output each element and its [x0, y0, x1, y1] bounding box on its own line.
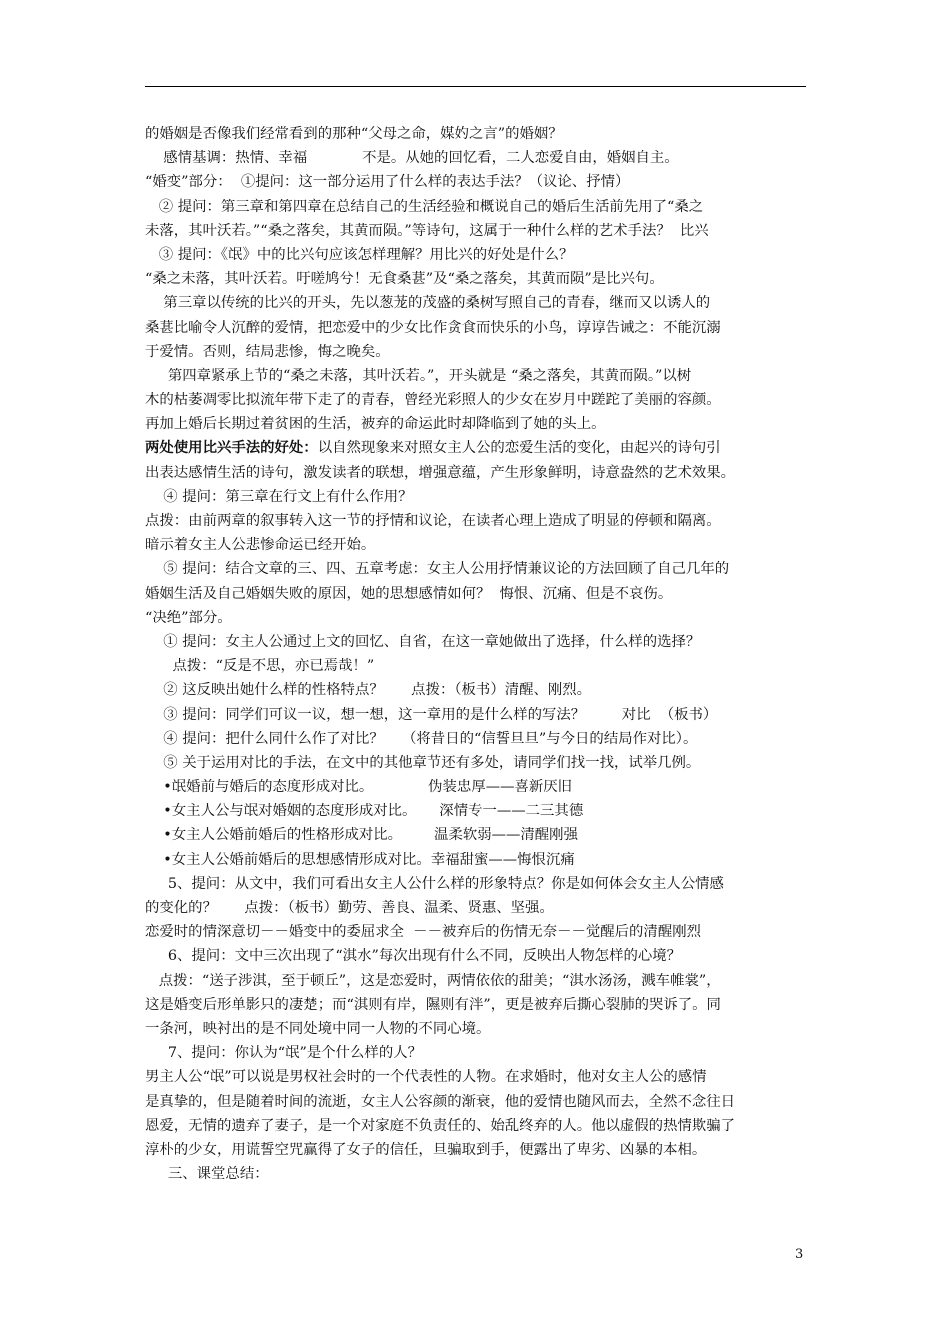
text-line: 男主人公“氓”可以说是男权社会时的一个代表性的人物。在求婚时，他对女主人公的感情 — [145, 1069, 707, 1086]
header-rule — [145, 86, 806, 87]
text-line: 是真挚的，但是随着时间的流逝，女主人公容颜的渐衰，他的爱情也随风而去，全然不念往日 — [145, 1093, 736, 1110]
text-line: •女主人公与氓对婚姻的态度形成对比。 深情专一——二三其德 — [145, 803, 584, 820]
text-line: 的婚姻是否像我们经常看到的那种“父母之命，媒妁之言”的婚姻？ — [145, 126, 563, 142]
text-line: •女主人公婚前婚后的性格形成对比。 温柔软弱——清醒刚强 — [145, 827, 578, 844]
text-line: ⑤ 提问：结合文章的三、四、五章考虑：女主人公用抒情兼议论的方法回顾了自己几年的 — [145, 561, 730, 578]
text-line: 再加上婚后长期过着贫困的生活，被弃的命运此时却降临到了她的头上。 — [145, 416, 606, 433]
text-line: 点拨：“送子涉淇，至于顿丘”，这是恋爱时，两情依依的甜美；“淇水汤汤，溅车帷裳”， — [145, 972, 721, 989]
text-line: ③ 提问：同学们可议一议，想一想，这一章用的是什么样的写法？ 对比 （板书） — [145, 706, 718, 723]
text-line: 6、提问：文中三次出现了“淇水”每次出现有什么不同，反映出人物怎样的心境？ — [145, 948, 682, 965]
text-line: 一条河，映衬出的是不同处境中同一人物的不同心境。 — [145, 1020, 491, 1037]
text-line: 于爱情。否则，结局悲惨，悔之晚矣。 — [145, 343, 390, 360]
text-line: 未落，其叶沃若。”“桑之落矣，其黄而陨。”等诗句，这属于一种什么样的艺术手法？ 比兴 — [145, 222, 709, 239]
line-text: 以自然现象来对照女主人公的恋爱生活的变化，由起兴的诗句引 — [317, 440, 721, 457]
text-line: ④ 提问：把什么同什么作了对比？ （将昔日的“信誓旦旦”与今日的结局作对比）。 — [145, 730, 698, 747]
text-line: 暗示着女主人公悲惨命运已经开始。 — [145, 537, 376, 554]
text-line: 的变化的？ 点拨：（板书）勤劳、善良、温柔、贤惠、坚强。 — [145, 900, 554, 916]
text-line: 点拨：“反是不思，亦已焉哉！” — [145, 658, 375, 675]
text-line: ⑤ 关于运用对比的手法，在文中的其他章节还有多处，请同学们找一找，试举几例。 — [145, 754, 701, 771]
text-line: 感情基调：热情、幸福 不是。从她的回忆看，二人恋爱自由，婚姻自主。 — [145, 150, 679, 167]
text-line: 第四章紧承上节的“桑之未落，其叶沃若。”，开头就是 “桑之落矣，其黄而陨。”以树 — [145, 367, 692, 384]
text-line: 三、课堂总结： — [145, 1166, 269, 1183]
text-line: 婚姻生活及自己婚姻失败的原因，她的思想感情如何？ 悔恨、沉痛、但是不哀伤。 — [145, 585, 673, 602]
text-line: “婚变”部分： ①提问：这一部分运用了什么样的表达手法？（议论、抒情） — [145, 174, 630, 191]
text-line: 7、提问：你认为“氓”是个什么样的人？ — [145, 1045, 422, 1062]
page-number: 3 — [795, 1247, 804, 1262]
text-line: 恩爱，无情的遗弃了妻子，是一个对家庭不负责任的、始乱终弃的人。他以虚假的热情欺骗了 — [145, 1117, 736, 1134]
text-line — [145, 436, 815, 460]
text-line: 淳朴的少女，用谎誓空咒赢得了女子的信任，旦骗取到手，便露出了卑劣、凶暴的本相。 — [145, 1141, 707, 1158]
text-line: ③ 提问：《氓》中的比兴句应该怎样理解？用比兴的好处是什么？ — [145, 246, 574, 263]
text-line: 点拨：由前两章的叙事转入这一节的抒情和议论，在读者心理上造成了明显的停顿和隔离。 — [145, 513, 721, 529]
document-body — [145, 122, 815, 1186]
text-line: 桑葚比喻令人沉醉的爱情，把恋爱中的少女比作贪食而快乐的小鸟，谆谆告诫之：不能沉溺 — [145, 319, 721, 336]
text-line: ② 这反映出她什么样的性格特点？ 点拨：（板书）清醒、刚烈。 — [145, 682, 592, 699]
text-line: ④ 提问：第三章在行文上有什么作用？ — [145, 488, 413, 505]
text-line: 这是婚变后形单影只的凄楚；而“淇则有岸，隰则有泮”，更是被弃后撕心裂肺的哭诉了。同 — [145, 996, 721, 1013]
text-line: ② 提问：第三章和第四章在总结自己的生活经验和概说自己的婚后生活前先用了“桑之 — [145, 198, 704, 215]
text-line: “桑之未落，其叶沃若。吁嗟鸠兮！无食桑葚”及“桑之落矣，其黄而陨”是比兴句。 — [145, 271, 664, 288]
text-line: •女主人公婚前婚后的思想感情形成对比。幸福甜蜜——悔恨沉痛 — [145, 851, 575, 868]
bold-heading: 两处使用比兴手法的好处： — [145, 439, 318, 457]
text-line: •氓婚前与婚后的态度形成对比。 伪装忠厚——喜新厌旧 — [145, 779, 573, 796]
text-line: “决绝”部分。 — [145, 609, 232, 626]
text-line: 5、提问：从文中，我们可看出女主人公什么样的形象特点？你是如何体会女主人公情感 — [145, 875, 724, 892]
text-line: 第三章以传统的比兴的开头，先以葱茏的茂盛的桑树写照自己的青春，继而又以诱人的 — [145, 295, 711, 312]
text-line: 出表达感情生活的诗句，激发读者的联想，增强意蕴，产生形象鲜明，诗意盎然的艺术效果。 — [145, 464, 736, 481]
text-line: 木的枯萎凋零比拟流年带下走了的青春，曾经光彩照人的少女在岁月中蹉跎了美丽的容颜。 — [145, 392, 721, 409]
text-line: 恋爱时的情深意切－－婚变中的委屈求全 －－被弃后的伤情无奈－－觉醒后的清醒刚烈 — [145, 924, 701, 941]
text-line: ① 提问：女主人公通过上文的回忆、自省，在这一章她做出了选择，什么样的选择？ — [145, 633, 701, 650]
